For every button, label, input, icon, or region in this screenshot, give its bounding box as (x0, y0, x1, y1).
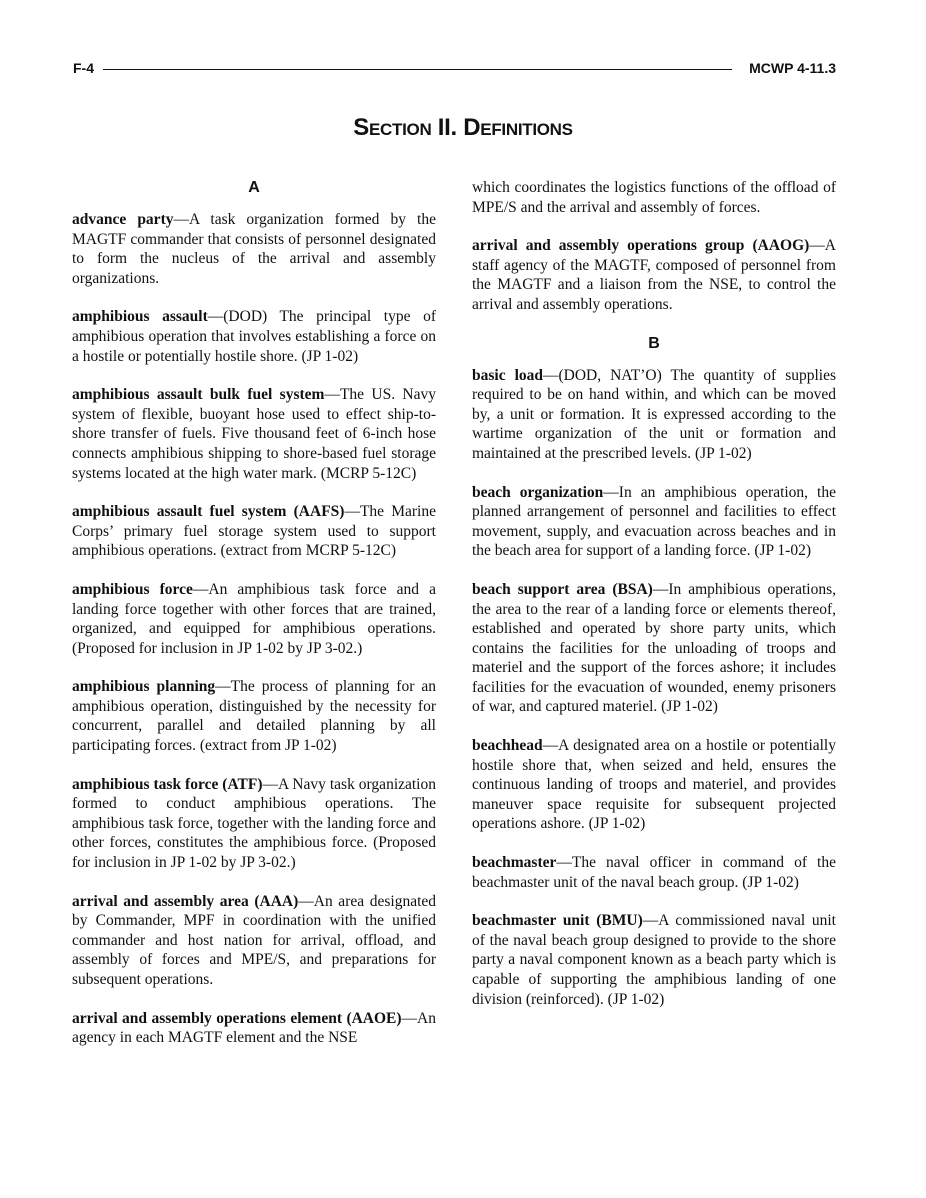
definition-term: beach support area (BSA) (472, 580, 653, 598)
definition-term: basic load (472, 366, 543, 384)
definition-entry (72, 775, 436, 873)
definition-entry (72, 210, 436, 288)
definition-text: —(DOD) The principal type of amphibious operation that involves establishing a force on a hostile or potentially hostile shore. (JP 1-02) (72, 308, 436, 365)
definition-entry (472, 366, 836, 464)
definition-text: —An amphibious task force and a landing force together with other forces that are trained, organized, and equipped for amphibious operations. (Proposed for inclusion in JP 1-02 by JP 3-02.) (72, 580, 436, 657)
definition-entry (472, 736, 836, 834)
definition-text: —In amphibious operations, the area to the rear of a landing force or elements thereof, established and operated by shore party units, which contains the facilities for the unloading of troops and materiel and the support of the forces ashore; it includes facilities for the evacuation of wounded, enemy prisoners of war, and captured materiel. (JP 1-02) (472, 580, 836, 716)
definition-entry (72, 502, 436, 561)
right-column (472, 178, 836, 1028)
definition-term: amphibious assault fuel system (AAFS) (72, 503, 345, 521)
definition-term: advance party (72, 211, 174, 228)
definition-text: —A commissioned naval unit of the naval beach group designed to provide to the shore party a naval component known as a beach party which is capable of supporting the amphibious landing of one division (reinforced). (JP 1-02) (472, 912, 836, 1008)
section-title: Section II. Definitions (353, 114, 573, 141)
continued-definition: which coordinates the logistics functions of the offload of MPE/S and the arrival and assembly of forces. (472, 179, 836, 216)
letter-heading-a: A (248, 179, 260, 196)
definition-text: —(DOD, NAT’O) The quantity of supplies required to be on hand within, and which can be moved by, a unit or formation. It is expressed according to the wartime organization of the unit or formation and maintained at the prescribed levels. (JP 1-02) (472, 366, 837, 462)
definition-entry (472, 853, 836, 892)
definition-text: —A staff agency of the MAGTF, composed of personnel from the MAGTF and a liaison from the NSE, to control the arrival and assembly operations. (472, 237, 836, 313)
right-entries-b (472, 366, 836, 1010)
definition-text: —A designated area on a hostile or potentially hostile shore that, when seized and held, ensures the continuous landing of troops and materiel, and provides maneuver space requisite for subsequent projected operations ashore. (JP 1-02) (472, 737, 836, 833)
left-entries (72, 210, 436, 1048)
definition-term: arrival and assembly operations element (AAOE) (72, 1009, 402, 1027)
definition-term: beachmaster unit (BMU) (472, 912, 643, 930)
left-column (72, 178, 436, 1067)
header-rule (103, 69, 732, 70)
definition-text: —An area designated by Commander, MPF in coordination with the unified commander and host nation for arrival, offload, and assembly of forces and MPE/S, and preparations for subsequent operations. (72, 892, 437, 988)
definition-entry (72, 677, 436, 755)
definition-text: —In an amphibious operation, the planned arrangement of personnel and facilities to effect movement, supply, and evacuation across beaches and in the beach area for support of a landing force. (JP 1-02) (472, 483, 836, 560)
definition-term: amphibious force (72, 580, 193, 598)
definition-term: amphibious task force (ATF) (72, 775, 263, 793)
definition-term: beachmaster (472, 854, 557, 872)
definition-term: beachhead (472, 737, 543, 755)
definition-term: arrival and assembly area (AAA) (72, 892, 299, 910)
definition-text: —The US. Navy system of flexible, buoyant hose used to effect ship-to-shore transfer of fuels. Five thousand feet of 6-inch hose connects amphibious shipping to shore-based fuel storage systems located at the high water mark. (MCRP 5-12C) (72, 386, 436, 482)
definition-entry (72, 307, 436, 366)
definition-text: —The process of planning for an amphibious operation, distinguished by the necessity for concurrent, parallel and detailed planning by all participating forces. (extract from JP 1-02) (72, 678, 436, 755)
definition-text: —An agency in each MAGTF element and the NSE (72, 1009, 436, 1047)
definition-text: —A Navy task organization formed to conduct amphibious operations. The amphibious task force, together with the landing force and other forces, constitutes the amphibious force. (Proposed for inclusion in JP 1-02 by JP 3-02.) (72, 775, 436, 872)
page-header (73, 60, 836, 80)
definition-term: amphibious assault (72, 308, 208, 326)
definition-entry (72, 1009, 436, 1048)
letter-heading-b: B (648, 334, 660, 352)
definition-entry (472, 580, 836, 717)
definition-term: beach organization (472, 483, 604, 501)
definition-term: amphibious assault bulk fuel system (72, 386, 325, 404)
definition-entry (72, 892, 436, 990)
definition-entry (472, 911, 836, 1009)
definition-entry (72, 385, 436, 483)
page-number: F-4 (73, 60, 94, 76)
definition-entry (472, 483, 836, 561)
definition-text: —A task organization formed by the MAGTF commander that consists of personnel designated to form the nucleus of the arrival and assembly organizations. (72, 211, 436, 287)
right-entries-a (472, 236, 836, 314)
document-id: MCWP 4-11.3 (749, 60, 836, 76)
definition-text: —The Marine Corps’ primary fuel storage system used to support amphibious operations. (extract from MCRP 5-12C) (72, 503, 436, 560)
definition-entry (72, 580, 436, 658)
definition-term: amphibious planning (72, 678, 216, 696)
definition-text: —The naval officer in command of the beachmaster unit of the naval beach group. (JP 1-02) (472, 854, 836, 891)
definition-entry (472, 236, 836, 314)
definition-term: arrival and assembly operations group (AAOG) (472, 237, 810, 255)
